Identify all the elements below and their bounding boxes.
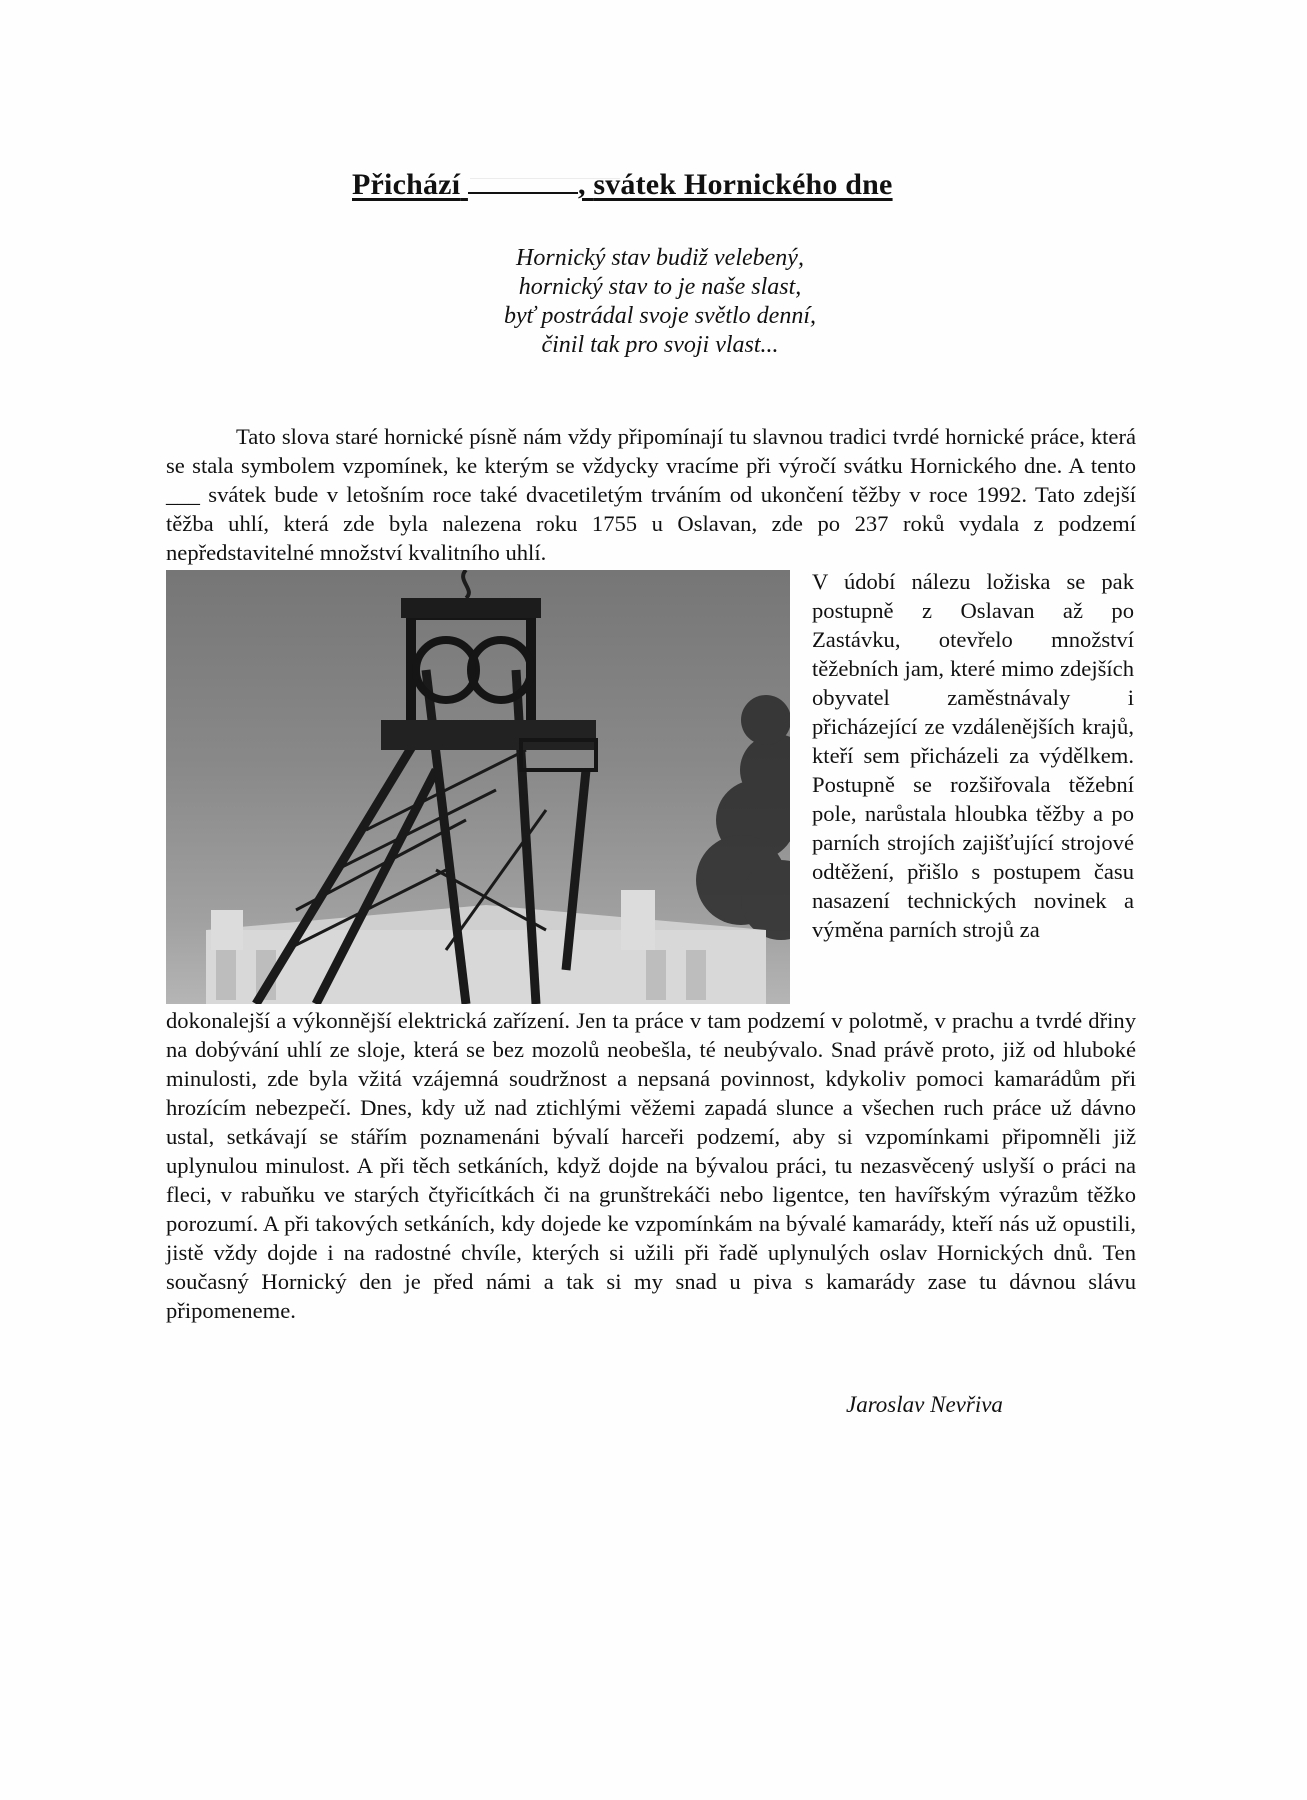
title-part-2: svátek Hornického dne xyxy=(593,168,893,201)
continuation-text: dokonalejší a výkonnější elektrická zařízení. Jen ta práce v tam podzemí v polotmě, v prachu a tvrdé dřiny na dobývání uhlí ze sloje, která se bez mozolů neobešla, té neubývalo. Snad právě proto, již od hluboké minulosti, zde byla vžitá vzájemná soudržnost a nepsaná povinnost, kdykoliv pomoci kamarádům při hrozícím nebezpečí. Dnes, kdy už nad ztichlými věžemi zapadá slunce a všechen ruch práce už dávno ustal, setkávají se stářím poznamenáni bývalí harceři podzemí, aby si vzpomínkami připomněli již uplynulou minulost. A při těch setkáních, když dojde na bývalou práci, tu nezasvěcený uslyší o práci na fleci, v rabuňku ve starých čtyřicítkách či na grunštrekáči nebo ligentce, ten havířským výrazům těžko porozumí. A při takových setkáních, kdy dojede ke vzpomínkám na bývalé kamarády, kteří nás už opustili, jistě vždy dojde i na radostné chvíle, kterých si užili při řadě uplynulých oslav Hornických dnů. Ten současný Hornický den je před námi a tak si my snad u piva s kamarády zase tu dávnou slávu připomeneme. xyxy=(166,1008,1136,1323)
intro-paragraph xyxy=(166,422,1136,567)
poem-line: Hornický stav budiž velebený, xyxy=(516,245,804,271)
document-title: Přichází , svátek Hornického dne xyxy=(352,168,893,201)
continuation-paragraph xyxy=(166,1006,1136,1325)
wrapped-paragraph xyxy=(812,567,1134,944)
poem-line: byť postrádal svoje světlo denní, xyxy=(503,303,816,329)
title-part-1: Přichází xyxy=(352,168,461,201)
title-blank xyxy=(468,191,578,194)
poem-line: činil tak pro svoji vlast... xyxy=(541,332,779,358)
author-signature: Jaroslav Nevřiva xyxy=(846,1392,1003,1417)
intro-text: Tato slova staré hornické písně nám vždy připomínají tu slavnou tradici tvrdé hornické práce, která se stala symbolem vzpomínek, ke kterým se vždycky vracíme při výročí svátku Hornického dne. A tento ___ svátek bude v letošním roce také dvacetiletým trváním od ukončení těžby v roce 1992. Tato zdejší těžba uhlí, která zde byla nalezena roku 1755 u Oslavan, zde po 237 roků vydala z podzemí nepředstavitelné množství kvalitního uhlí. xyxy=(166,424,1136,565)
wrapped-text: V údobí nálezu ložiska se pak postupně z Oslavan až po Zastávku, otevřelo množství těžebních jam, které mimo zdejších obyvatel zaměstnávaly i přicházející ze vzdálenějších krajů, kteří sem přicházeli za výdělkem. Postupně se rozšiřovala těžební pole, narůstala hloubka těžby a po parních strojích zajišťující strojové odtěžení, přišlo s postupem času nasazení technických novinek a výměna parních strojů za xyxy=(812,569,1134,942)
poem-stanza xyxy=(380,244,940,360)
faded-date-stamp xyxy=(166,1398,316,1428)
poem-line: hornický stav to je naše slast, xyxy=(518,274,802,300)
mine-headframe-photo xyxy=(166,570,790,1004)
headframe-illustration xyxy=(166,570,790,1004)
